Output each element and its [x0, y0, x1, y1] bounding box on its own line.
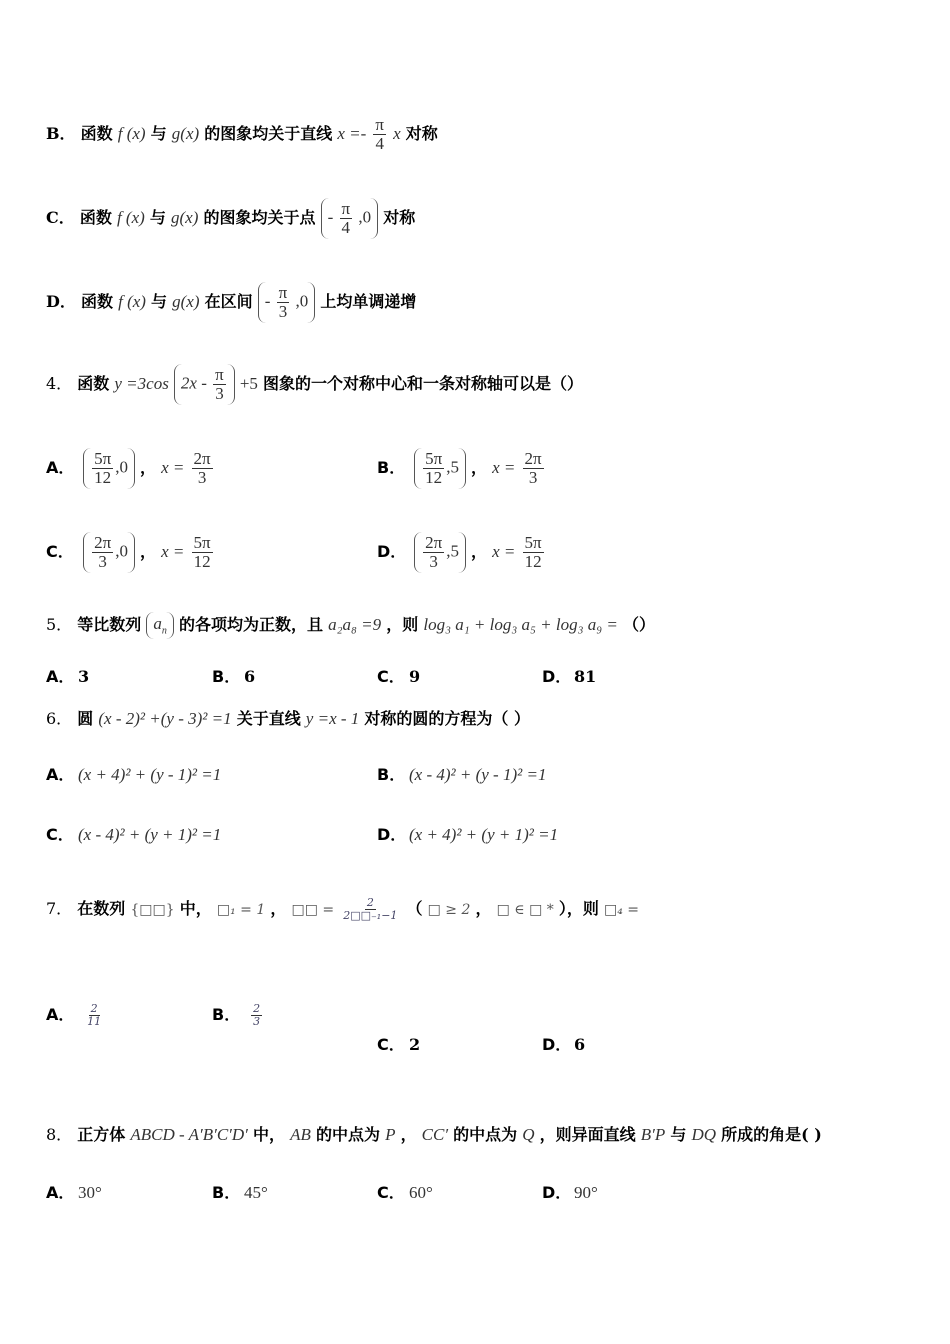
math: x [393, 123, 401, 143]
text: 上均单调递增 [320, 291, 417, 311]
q6-option-a [46, 762, 221, 785]
point [83, 448, 135, 489]
math: a [153, 614, 162, 634]
q6-option-b [377, 762, 546, 785]
math: +5 [239, 373, 258, 393]
text: 对称的圆的方程为（ ） [364, 709, 530, 728]
math: ,5 [446, 457, 459, 477]
separator: ， [140, 457, 157, 477]
text: 正方体 [77, 1125, 126, 1144]
math-g: g(x) [172, 291, 200, 311]
numerator: π [375, 115, 384, 134]
fraction [340, 200, 353, 237]
text: ），则 [558, 899, 599, 918]
question-number: 5． [46, 615, 73, 634]
denominator: 3 [528, 467, 538, 487]
text: ，则异面直线 [539, 1125, 636, 1144]
text: 圆 [77, 709, 94, 728]
q3-option-c [46, 198, 415, 239]
math: □□ = [291, 902, 335, 918]
option-label: A． [46, 457, 75, 477]
option-value: 2 [409, 1035, 421, 1054]
option-value: 6 [244, 667, 256, 686]
math: x = [492, 457, 516, 477]
math: □ ≥ 2 [427, 902, 471, 918]
q8-option-c [377, 1180, 433, 1203]
math: 2x - [180, 373, 207, 393]
fraction [92, 450, 113, 487]
q6-stem [46, 706, 530, 729]
math-f: f (x) [118, 291, 146, 311]
q8-option-a [46, 1180, 102, 1203]
text: ， [270, 899, 287, 918]
q5-option-d [542, 664, 596, 687]
q5-option-b [212, 664, 255, 687]
option-label: A． [46, 765, 75, 784]
question-number: 4． [46, 373, 73, 393]
q8-option-b [212, 1180, 268, 1203]
fraction [341, 897, 399, 921]
option-label: C． [46, 541, 74, 561]
numerator: 5π [193, 533, 211, 552]
q6-option-c [46, 822, 221, 845]
q3-option-b [46, 116, 438, 153]
denominator: 12 [524, 551, 542, 571]
option-label: D． [542, 1035, 572, 1054]
option-label: A． [46, 1183, 75, 1202]
math: - [327, 207, 334, 227]
question-number: 6． [46, 709, 73, 728]
text: （ [406, 899, 423, 918]
point [414, 448, 466, 489]
text: 等比数列 [77, 615, 142, 634]
text: 的图象均关于直线 [204, 123, 333, 143]
paren [174, 364, 235, 405]
option-label: D． [46, 291, 76, 311]
math: ,0 [295, 291, 309, 311]
q5-option-a [46, 664, 89, 687]
option-value: 3 [78, 667, 90, 686]
q4-option-a [46, 448, 215, 489]
text: ，则 [386, 615, 419, 634]
denominator: 3 [278, 301, 288, 321]
q5-stem [46, 612, 655, 639]
text: ， [400, 1125, 417, 1144]
option-label: B． [212, 667, 241, 686]
numerator: π [215, 365, 224, 384]
option-label: D． [377, 825, 407, 844]
option-value: 60° [409, 1183, 433, 1202]
q7-option-c [377, 1032, 420, 1055]
option-label: D． [542, 667, 572, 686]
text: 的图象均关于点 [203, 207, 316, 227]
option-label: B． [377, 765, 406, 784]
denominator: 3 [197, 467, 207, 487]
fraction [423, 450, 444, 487]
math: - [264, 291, 271, 311]
math: a₂a₈ =9 [328, 615, 382, 634]
q7-option-a [46, 1002, 105, 1028]
q5-option-c [377, 664, 420, 687]
math: ,0 [115, 457, 128, 477]
question-number: 8． [46, 1125, 73, 1144]
numerator: 2 [366, 896, 374, 910]
text: 的中点为 [453, 1125, 518, 1144]
math: □ ∈ □ * [496, 902, 554, 918]
math-g: g(x) [171, 207, 199, 227]
text: 所成的角是( ) [721, 1125, 822, 1144]
numerator: π [278, 283, 288, 302]
fraction [192, 534, 213, 571]
q6-option-d [377, 822, 558, 845]
math: CC′ [421, 1125, 449, 1144]
option-equation: (x - 4)² + (y - 1)² =1 [409, 765, 547, 784]
option-label: C． [377, 1183, 405, 1202]
math: y =3cos [114, 373, 169, 393]
denominator: 12 [94, 467, 112, 487]
text: 与 [151, 291, 168, 311]
math: AB [290, 1125, 311, 1144]
subscript: n [161, 625, 167, 637]
math: □₄ = [603, 902, 639, 918]
option-equation: (x + 4)² + (y - 1)² =1 [78, 765, 222, 784]
option-value: 81 [574, 667, 597, 686]
text: 中， [252, 1125, 285, 1144]
interval-paren [258, 282, 316, 323]
denominator: 3 [98, 551, 107, 571]
text: ， [475, 899, 492, 918]
math: □₁ = 1 [216, 902, 266, 918]
math: (x - 2)² +(y - 3)² =1 [98, 709, 232, 728]
q8-stem [46, 1122, 822, 1145]
math: x =- [337, 123, 367, 143]
option-label: A． [46, 667, 75, 686]
option-label: C． [377, 667, 405, 686]
math: DQ [691, 1125, 717, 1144]
math: ABCD - A′B′C′D′ [130, 1125, 248, 1144]
math: log₃ a₁ + log₃ a₅ + log₃ a₉ = [423, 615, 618, 634]
text: 图象的一个对称中心和一条对称轴可以是（） [263, 373, 584, 393]
text: 与 [670, 1125, 687, 1144]
point [414, 532, 466, 573]
q3-option-d [46, 282, 416, 323]
fraction [423, 534, 444, 571]
numerator: 5π [524, 533, 542, 552]
fraction [523, 450, 544, 487]
math: B′P [640, 1125, 666, 1144]
point [83, 532, 135, 573]
math: {□□} [130, 902, 175, 918]
option-label: B． [212, 1183, 241, 1202]
text: 在数列 [77, 899, 126, 918]
separator: ， [471, 457, 488, 477]
denominator: 3 [215, 383, 224, 403]
math: y =x - 1 [305, 709, 360, 728]
text: 的中点为 [315, 1125, 380, 1144]
option-label: B． [377, 457, 406, 477]
q4-stem [46, 364, 583, 405]
fraction [192, 450, 213, 487]
numerator: 2π [524, 449, 542, 468]
option-value: 90° [574, 1183, 598, 1202]
text: 对称 [405, 123, 438, 143]
option-equation: (x - 4)² + (y + 1)² =1 [78, 825, 222, 844]
q4-option-d [377, 532, 546, 573]
option-value: 45° [244, 1183, 268, 1202]
text: （） [622, 615, 655, 634]
math-g: g(x) [171, 123, 200, 143]
fraction [251, 1003, 262, 1027]
text: 与 [149, 207, 166, 227]
point-paren [321, 198, 379, 239]
math-f: f (x) [116, 207, 145, 227]
fraction [92, 534, 113, 571]
q4-option-c [46, 532, 215, 573]
denominator: 11 [87, 1015, 102, 1028]
sequence-brace [146, 612, 174, 638]
question-number: 7． [46, 899, 73, 918]
option-label: A． [46, 1005, 75, 1024]
q4-option-b [377, 448, 546, 489]
text: 在区间 [204, 291, 253, 311]
fraction [85, 1003, 103, 1027]
option-value: 9 [409, 667, 421, 686]
option-value: 30° [78, 1183, 102, 1202]
fraction [523, 534, 544, 571]
denominator: 3 [429, 551, 438, 571]
math: x = [161, 457, 185, 477]
numerator: 2 [90, 1002, 98, 1016]
text: 与 [150, 123, 167, 143]
fraction [373, 116, 386, 153]
q7-stem [46, 896, 639, 922]
denominator: 3 [253, 1015, 261, 1028]
denominator: 4 [341, 217, 351, 237]
option-equation: (x + 4)² + (y + 1)² =1 [409, 825, 559, 844]
text: 关于直线 [236, 709, 301, 728]
denominator: 2□□₋₁−1 [343, 909, 398, 922]
q7-option-d [542, 1032, 585, 1055]
option-label: D． [542, 1183, 572, 1202]
numerator: π [341, 199, 351, 218]
numerator: 5π [94, 449, 112, 468]
numerator: 2π [94, 533, 112, 552]
text: 函数 [79, 207, 112, 227]
option-label: B． [46, 123, 76, 143]
separator: ， [140, 541, 157, 561]
math: Q [522, 1125, 535, 1144]
option-label: C． [377, 1035, 405, 1054]
math: x = [161, 541, 185, 561]
math: P [385, 1125, 396, 1144]
math: ,0 [358, 207, 372, 227]
fraction [277, 284, 290, 321]
text: 中， [179, 899, 212, 918]
text: 函数 [77, 373, 110, 393]
fraction [213, 366, 226, 403]
numerator: 2π [193, 449, 211, 468]
math-f: f (x) [117, 123, 146, 143]
numerator: 2 [253, 1002, 261, 1016]
math: x = [492, 541, 516, 561]
q8-option-d [542, 1180, 598, 1203]
math: ,0 [115, 541, 128, 561]
text: 对称 [383, 207, 416, 227]
q7-option-b [212, 1002, 264, 1028]
denominator: 12 [425, 467, 443, 487]
separator: ， [471, 541, 488, 561]
option-label: C． [46, 207, 75, 227]
option-label: D． [377, 541, 407, 561]
denominator: 4 [375, 133, 384, 153]
numerator: 5π [425, 449, 443, 468]
denominator: 12 [193, 551, 211, 571]
option-label: C． [46, 825, 74, 844]
text: 的各项均为正数，且 [178, 615, 323, 634]
option-value: 6 [574, 1035, 586, 1054]
text: 函数 [80, 123, 113, 143]
math: ,5 [446, 541, 459, 561]
option-label: B． [212, 1005, 241, 1024]
text: 函数 [80, 291, 113, 311]
numerator: 2π [425, 533, 443, 552]
